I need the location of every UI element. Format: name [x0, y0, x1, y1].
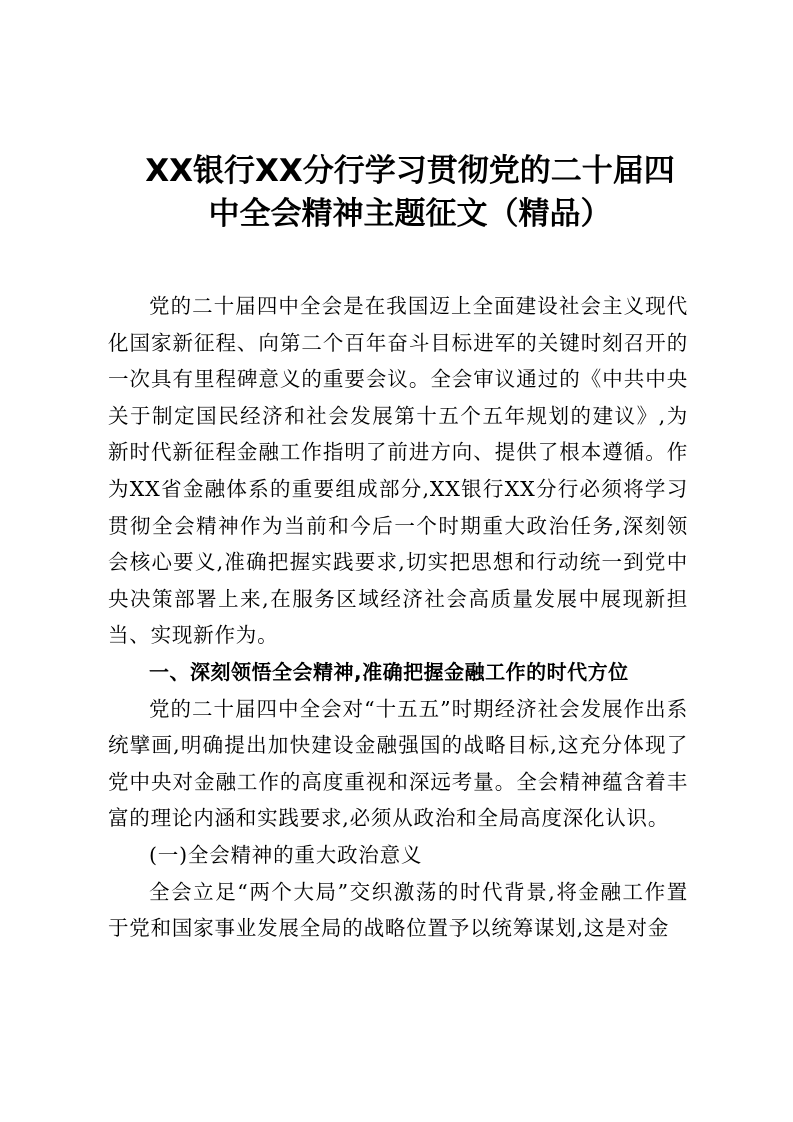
- document-title: [100, 150, 720, 236]
- paragraph-subsection-1: 全会立足“两个大局”交织激荡的时代背景,将金融工作置于党和国家事业发展全局的战略位置予以统筹谋划,这是对金: [108, 879, 688, 941]
- paragraph-intro: 党的二十届四中全会是在我国迈上全面建设社会主义现代化国家新征程、向第二个百年奋斗目标进军的关键时刻召开的一次具有里程碑意义的重要会议。全会审议通过的《中共中央关于制定国民经济和社会发展第十五个五年规划的建议》,为新时代新征程金融工作指明了前进方向、提供了根本遵循。作为XX省金融体系的重要组成部分,XX银行XX分行必须将学习贯彻全会精神作为当前和今后一个时期重大政治任务,深刻领会核心要义,准确把握实践要求,切实把思想和行动统一到党中央决策部署上来,在服务区域经济社会高质量发展中展现新担当、实现新作为。: [108, 294, 688, 648]
- subsection-heading-1: (一)全会精神的重大政治意义: [149, 842, 423, 867]
- paragraph-section-1: 党的二十届四中全会对“十五五”时期经济社会发展作出系统擘画,明确提出加快建设金融强国的战略目标,这充分体现了党中央对金融工作的高度重视和深远考量。全会精神蕴含着丰富的理论内涵和实践要求,必须从政治和全局高度深化认识。: [108, 696, 688, 831]
- document-body: [108, 288, 688, 947]
- title-line-1: XX银行XX分行学习贯彻党的二十届四: [145, 153, 675, 189]
- title-line-2: 中全会精神主题征文（精品）: [208, 196, 612, 232]
- section-heading-1: 一、深刻领悟全会精神,准确把握金融工作的时代方位: [149, 659, 629, 684]
